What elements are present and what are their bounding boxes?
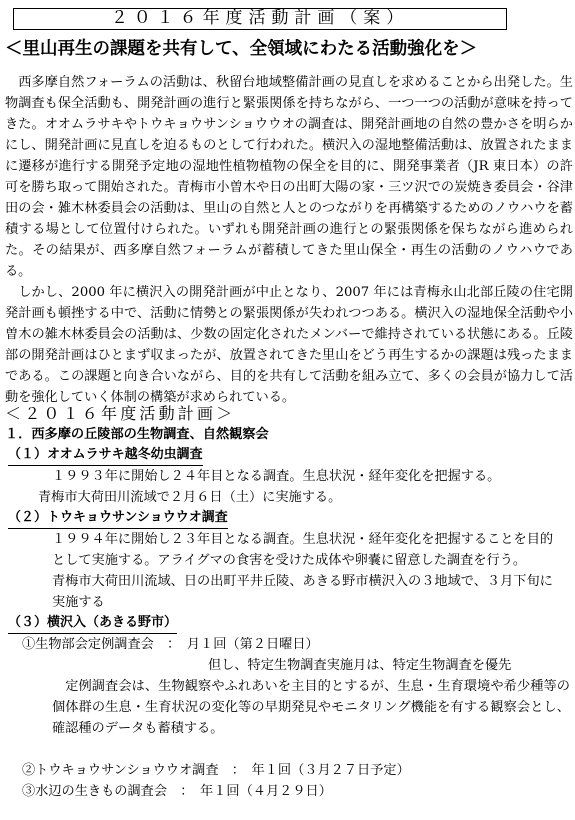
plan-heading: ＜２０１６年度活動計画＞ [5,404,236,423]
intro-section [5,72,573,408]
body-line: １９９４年に開始し２３年目となる調査。生息状況・経年変化を把握することを目的 [52,532,554,547]
intro-paragraph: しかし、2000 年に横沢入の開発計画が中止となり、2007 年には青梅永山北部丘陵の住宅開発計画も頓挫する中で、活動に情勢との緊張関係が失われつつある。横沢入の湿地保全活動や小曽木の雑木林委員会の活動は、少数の固定化されたメンバーで維持されている状態にある。丘陵部の開発計画はひとまず収まったが、放置されてきた里山をどう再生するかの課題は残ったままである。この課題と向き合いながら、目的を共有して活動を組み立て、多くの会員が協力して活動を強化していく体制の構築が求められている。 [5,285,573,405]
intro-paragraph: 西多摩自然フォーラムの活動は、秋留台地域整備計画の見直しを求めることから出発した。生物調査も保全活動も、開発計画の進行と緊張関係を持ちながら、一つ一つの活動が意味を持ってきた。オオムラサキやトウキョウサンショウウオの調査は、開発計画地の自然の豊かさを明らかにし、開発計画に見直しを迫るものとして行われた。横沢入の湿地整備活動は、放置されたままに遷移が進行する開発予定地の湿地性植物植物の保全を目的に、開発事業者（JR 東日本）の許可を勝ち取って開始された。青梅市小曽木や日の出町大陽の家・三ツ沢での炭焼き委員会・谷津田の会・雑木林委員会の活動は、里山の自然と人とのつながりを再構築するためのノウハウを蓄積する場として位置付けられた。いずれも開発計画の進行との緊張関係を保ちながら進められた。その結果が、西多摩自然フォーラムが蓄積してきた里山保全・再生の活動のノウハウである。 [5,75,573,279]
subsection-heading: （１）オオムラサキ越冬幼虫調査 [8,445,203,466]
body-line: １９９３年に開始し２４年目となる調査。生息状況・経年変化を把握する。 [52,469,501,484]
subsection-heading: （２）トウキョウサンショウウオ調査 [8,508,228,529]
body-line: として実施する。アライグマの食害を受けた成体や卵嚢に留意した調査を行う。 [52,553,527,568]
body-line: 青梅市大荷田川流域、日の出町平井丘陵、あきる野市横沢入の３地域で、３月下旬に [52,574,553,589]
subsection-heading: （３）横沢入（あきる野市） [8,613,177,634]
schedule-entry: ①生物部会定例調査会 ： 月１回（第２日曜日） [22,637,319,652]
section-heading: １．西多摩の丘陵部の生物調査、自然観察会 [5,427,269,442]
schedule-description: 定例調査会は、生物観察やふれあいを主目的とするが、生息・生育環境や希少種等の個体群の生息・生育状況の変化等の早期発見やモニタリング機能を有する観察会とし、確認種のデータも蓄積する。 [52,679,570,736]
document-title: ２０１６年度活動計画（案） [13,8,507,30]
body-line: 青梅市大荷田川流域で２月６日（土）に実施する。 [38,490,342,505]
schedule-entry: ②トウキョウサンショウウオ調査 ： 年１回（３月２７日予定） [22,763,410,778]
document-subtitle: ＜里山再生の課題を共有して、全領域にわたる活動強化を＞ [5,39,478,59]
body-line: 実施する [52,595,105,610]
schedule-entry: ③水辺の生きもの調査会 ： 年１回（４月２９日） [22,784,332,799]
schedule-note: 但し、特定生物調査実施月は、特定生物調査を優先 [208,658,512,673]
